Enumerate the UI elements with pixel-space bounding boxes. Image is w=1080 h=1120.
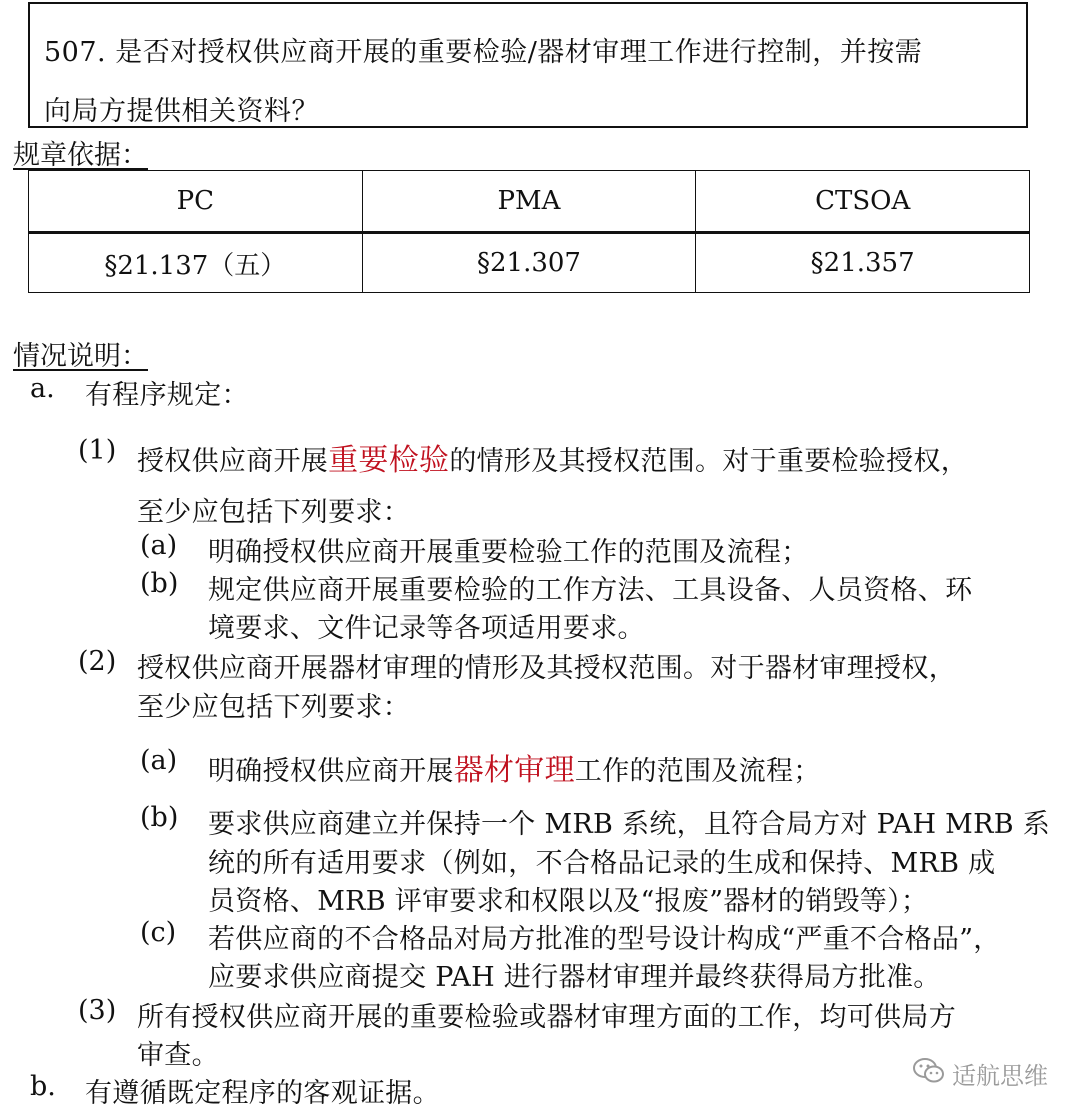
item-2a-line-1 xyxy=(208,745,821,789)
item-3-line-2: 审查。 xyxy=(137,1040,219,1071)
wechat-icon xyxy=(912,1057,946,1091)
item-1-line-2: 至少应包括下列要求： xyxy=(137,497,410,528)
item-3-mark: (3) xyxy=(78,995,117,1026)
watermark xyxy=(912,1056,1048,1091)
item-2b-line-1: 要求供应商建立并保持一个 MRB 系统，且符合局方对 PAH MRB 系 xyxy=(208,809,1051,840)
situation-heading: 情况说明： xyxy=(13,341,148,372)
item-2a-mark: (a) xyxy=(140,745,178,776)
watermark-text: 适航思维 xyxy=(952,1062,1048,1090)
highlight-material-review: 器材审理 xyxy=(453,753,575,788)
question-line-2: 向局方提供相关资料？ xyxy=(44,96,319,127)
item-2-line-1: 授权供应商开展器材审理的情形及其授权范围。对于器材审理授权， xyxy=(137,653,956,684)
item-3-line-1: 所有授权供应商开展的重要检验或器材审理方面的工作，均可供局方 xyxy=(137,1002,956,1033)
regulations-table xyxy=(28,170,1030,293)
item-1-post: 的情形及其授权范围。对于重要检验授权， xyxy=(449,446,969,477)
item-a-text: 有程序规定： xyxy=(85,380,249,411)
item-1-line-1 xyxy=(137,435,968,479)
table-cell-pc: §21.137（五） xyxy=(29,233,363,293)
item-1-mark: (1) xyxy=(78,435,117,466)
item-1b-line-1: 规定供应商开展重要检验的工作方法、工具设备、人员资格、环 xyxy=(208,575,973,606)
table-header-ctsoa: CTSOA xyxy=(696,171,1030,233)
item-2a-pre: 明确授权供应商开展 xyxy=(208,756,454,787)
regulations-heading: 规章依据： xyxy=(13,140,148,171)
question-box xyxy=(28,2,1028,128)
item-1b-line-2: 境要求、文件记录等各项适用要求。 xyxy=(208,613,645,644)
table-header-pma: PMA xyxy=(362,171,696,233)
item-1b-mark: (b) xyxy=(140,568,179,599)
item-b-mark: b. xyxy=(30,1071,56,1102)
item-b-text: 有遵循既定程序的客观证据。 xyxy=(85,1078,440,1109)
item-2b-mark: (b) xyxy=(140,802,179,833)
item-1a-line-1: 明确授权供应商开展重要检验工作的范围及流程； xyxy=(208,537,809,568)
table-cell-ctsoa: §21.357 xyxy=(696,233,1030,293)
item-2b-line-2: 统的所有适用要求（例如，不合格品记录的生成和保持、MRB 成 xyxy=(208,848,996,879)
item-2a-post: 工作的范围及流程； xyxy=(574,756,821,787)
item-2b-line-3: 员资格、MRB 评审要求和权限以及“报废”器材的销毁等）； xyxy=(208,886,929,917)
question-line-1: 507. 是否对授权供应商开展的重要检验/器材审理工作进行控制，并按需 xyxy=(44,37,923,68)
item-2-line-2: 至少应包括下列要求： xyxy=(137,692,410,723)
highlight-important-inspection: 重要检验 xyxy=(328,443,450,478)
table-cell-pma: §21.307 xyxy=(362,233,696,293)
item-2c-line-1: 若供应商的不合格品对局方批准的型号设计构成“严重不合格品”， xyxy=(208,924,1001,955)
item-2c-mark: (c) xyxy=(140,917,177,948)
table-header-row xyxy=(29,171,1030,233)
table-row xyxy=(29,233,1030,293)
item-a-mark: a. xyxy=(30,373,55,404)
table-header-pc: PC xyxy=(29,171,363,233)
item-2-mark: (2) xyxy=(78,646,117,677)
item-1-pre: 授权供应商开展 xyxy=(137,446,329,477)
item-2c-line-2: 应要求供应商提交 PAH 进行器材审理并最终获得局方批准。 xyxy=(208,962,941,993)
item-1a-mark: (a) xyxy=(140,530,178,561)
